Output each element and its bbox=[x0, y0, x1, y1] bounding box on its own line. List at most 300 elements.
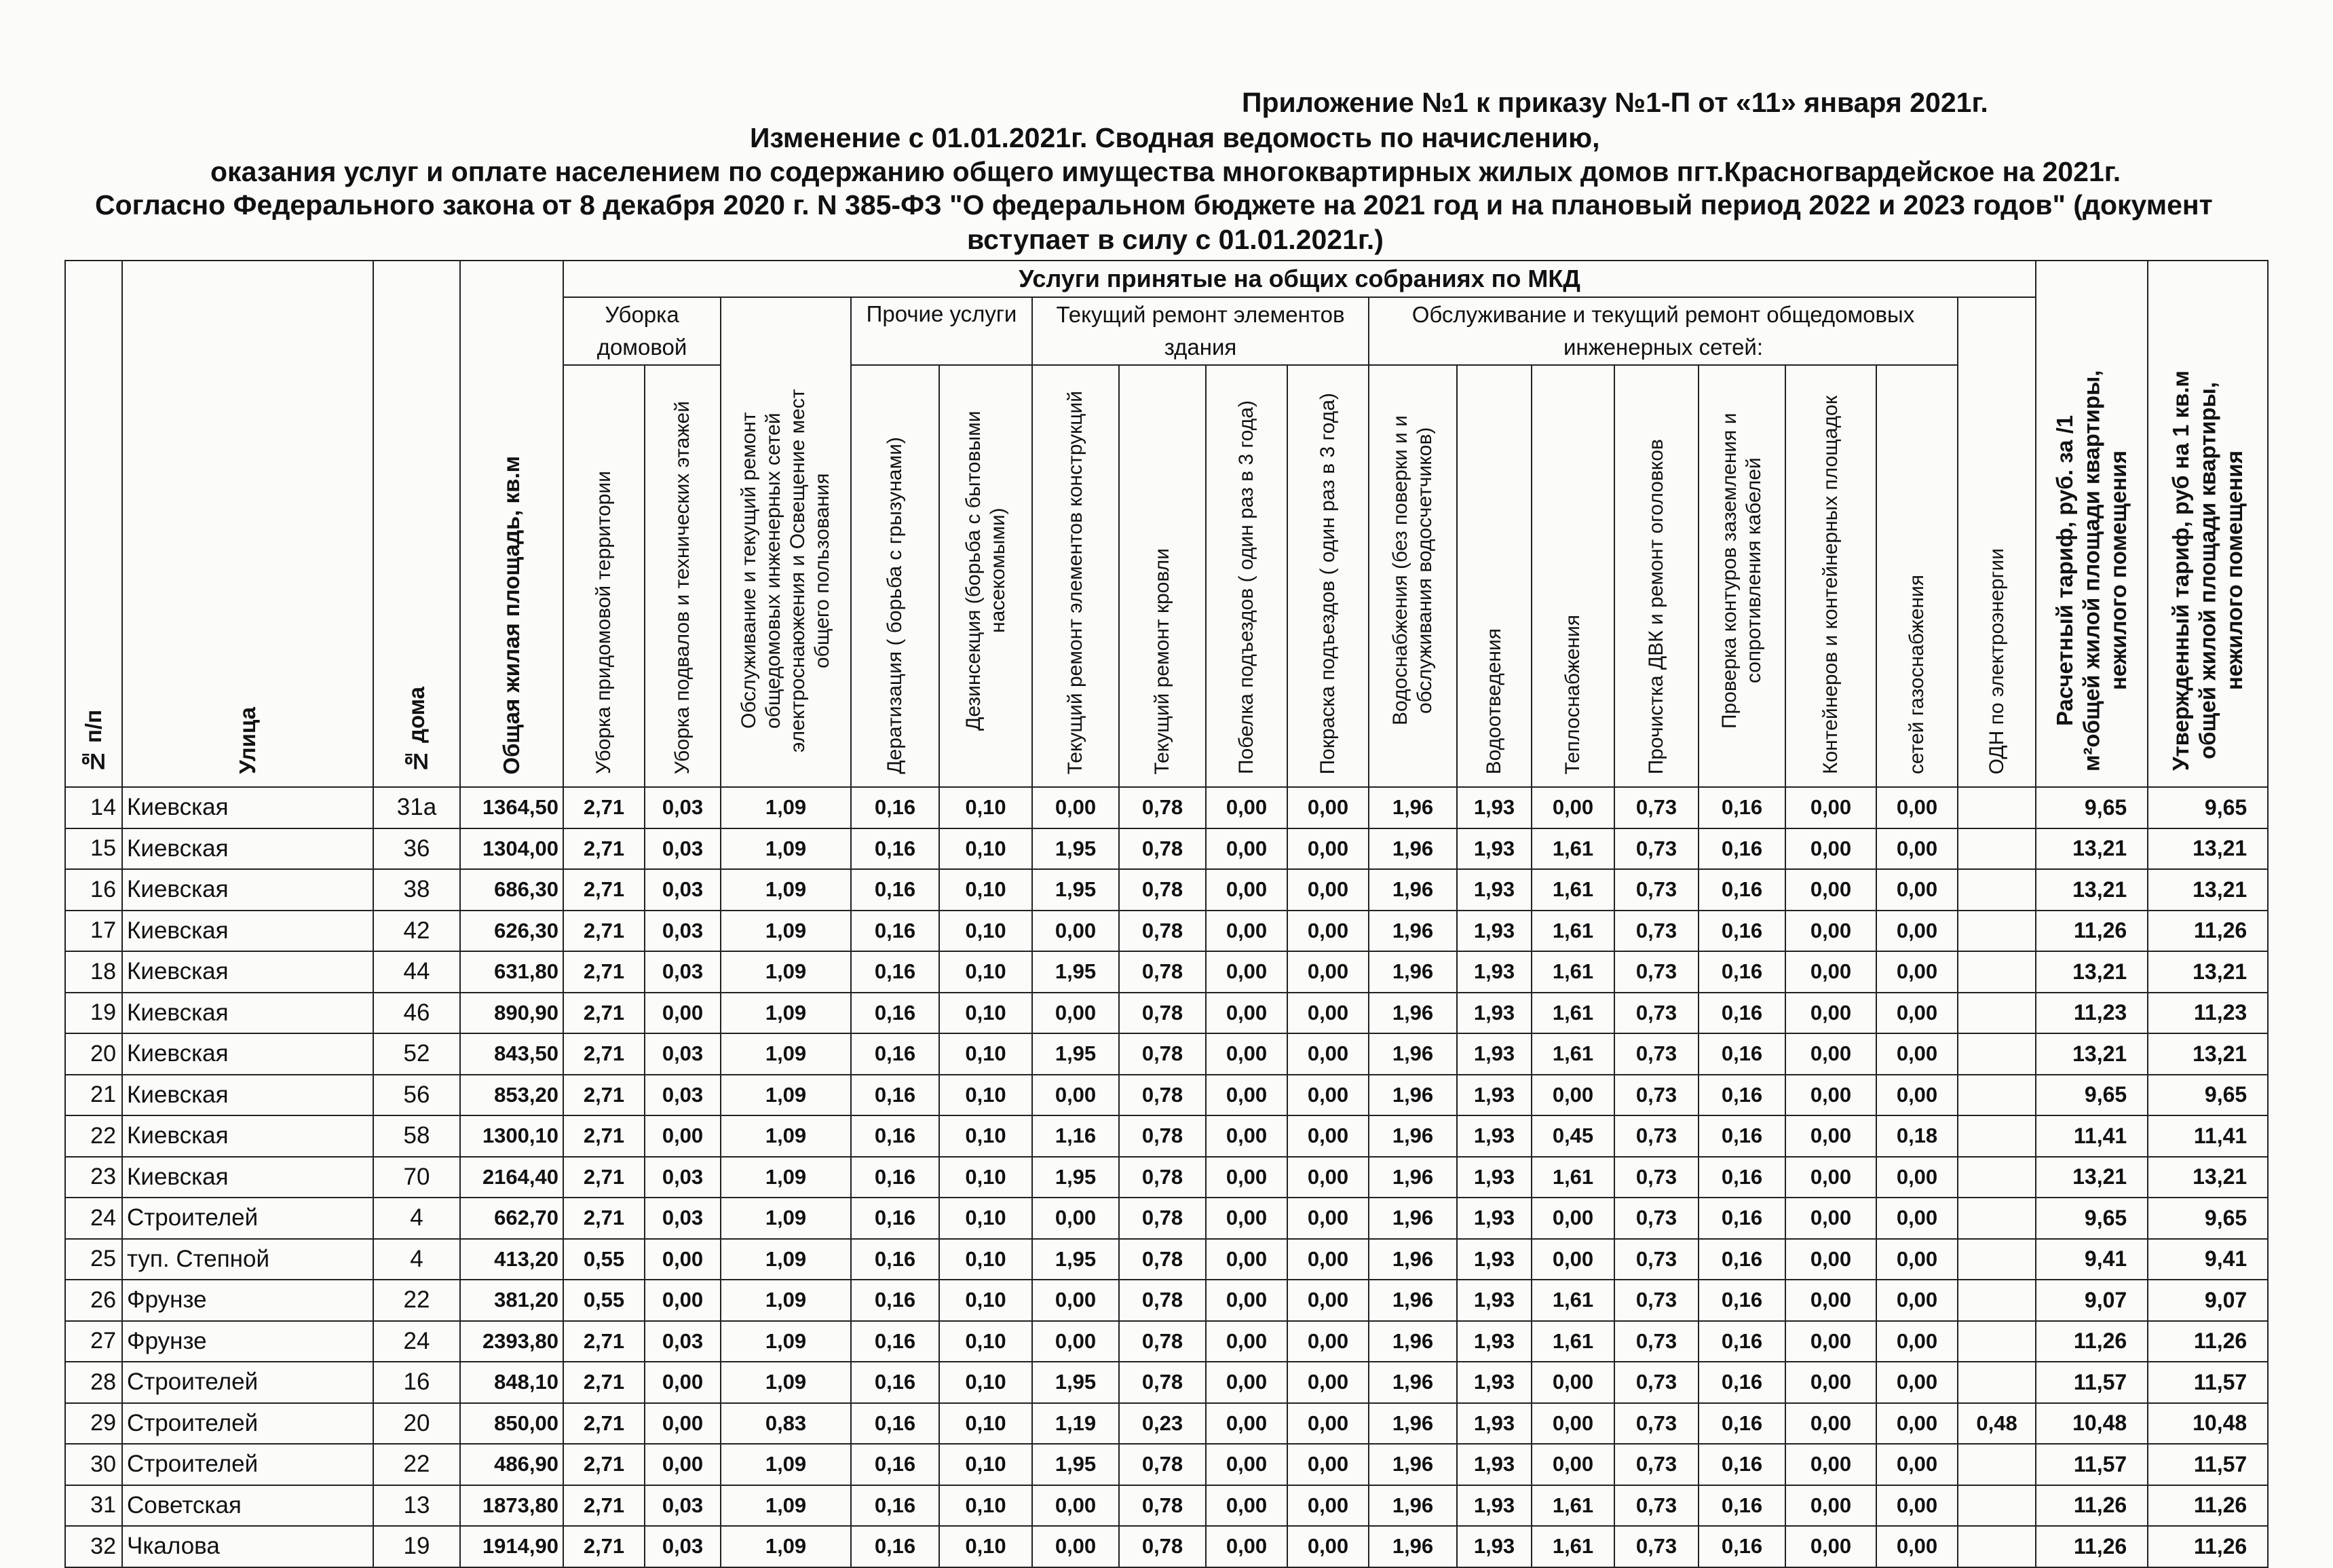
service-value-cell: 1,96 bbox=[1369, 1403, 1457, 1445]
service-value-cell: 0,10 bbox=[939, 1280, 1032, 1321]
law-reference: Согласно Федерального закона от 8 декабря 2020 г. N 385-ФЗ "О федеральном бюджете на 2021 год и на плановый период 2022 и 2023 годов" (документ bbox=[95, 189, 2213, 221]
service-value-cell: 0,00 bbox=[1287, 1239, 1369, 1280]
service-value-cell: 2,71 bbox=[563, 1157, 645, 1198]
service-value-cell: 0,00 bbox=[1287, 1321, 1369, 1362]
service-value-cell: 0,16 bbox=[851, 1485, 939, 1527]
service-value-cell bbox=[1958, 1075, 2036, 1116]
service-value-cell: 0,00 bbox=[1785, 1485, 1876, 1527]
service-value-cell: 0,10 bbox=[939, 1198, 1032, 1239]
row-number: 14 bbox=[65, 787, 122, 828]
table-row bbox=[65, 1403, 2268, 1445]
service-value-cell: 0,16 bbox=[1699, 1075, 1785, 1116]
service-value-cell: 0,78 bbox=[1119, 1075, 1206, 1116]
street-cell: Киевская bbox=[122, 1075, 373, 1116]
service-value-cell: 0,16 bbox=[851, 1033, 939, 1075]
service-value-cell: 0,00 bbox=[1206, 1198, 1287, 1239]
street-cell: Фрунзе bbox=[122, 1280, 373, 1321]
service-value-cell: 0,00 bbox=[1206, 1362, 1287, 1403]
tariff-cell: 9,65 bbox=[2148, 1198, 2268, 1239]
service-value-cell: 0,00 bbox=[645, 1239, 721, 1280]
service-value-cell: 0,16 bbox=[1699, 869, 1785, 911]
service-value-cell: 0,78 bbox=[1119, 1239, 1206, 1280]
service-value-cell: 0,16 bbox=[851, 951, 939, 993]
service-value-cell: 2,71 bbox=[563, 911, 645, 952]
service-value-cell: 0,00 bbox=[1876, 1526, 1958, 1567]
service-value-cell: 0,78 bbox=[1119, 1157, 1206, 1198]
service-value-cell: 0,00 bbox=[645, 1403, 721, 1445]
row-number: 22 bbox=[65, 1115, 122, 1157]
service-value-cell: 0,73 bbox=[1614, 993, 1699, 1034]
area-cell: 890,90 bbox=[460, 993, 563, 1034]
row-number: 18 bbox=[65, 951, 122, 993]
col-header-structure-repair: Текущий ремонт элементов конструкций bbox=[1032, 365, 1119, 787]
service-value-cell bbox=[1958, 1280, 2036, 1321]
service-value-cell: 1,93 bbox=[1457, 1157, 1532, 1198]
service-value-cell: 0,73 bbox=[1614, 1280, 1699, 1321]
row-number: 27 bbox=[65, 1321, 122, 1362]
service-value-cell: 0,73 bbox=[1614, 1321, 1699, 1362]
area-cell: 2164,40 bbox=[460, 1157, 563, 1198]
house-cell: 70 bbox=[373, 1157, 460, 1198]
service-value-cell: 0,00 bbox=[1206, 1239, 1287, 1280]
house-cell: 56 bbox=[373, 1075, 460, 1116]
service-value-cell: 0,00 bbox=[645, 1115, 721, 1157]
service-value-cell: 0,73 bbox=[1614, 1444, 1699, 1485]
service-value-cell: 0,03 bbox=[645, 1033, 721, 1075]
service-value-cell: 1,61 bbox=[1532, 1157, 1614, 1198]
tariff-cell: 9,65 bbox=[2148, 787, 2268, 828]
row-number: 31 bbox=[65, 1485, 122, 1527]
service-value-cell: 1,96 bbox=[1369, 1280, 1457, 1321]
service-value-cell: 0,00 bbox=[1206, 1526, 1287, 1567]
area-cell: 1304,00 bbox=[460, 828, 563, 870]
col-header-deratization: Дератизация ( борьба с грызунами) bbox=[851, 365, 939, 787]
service-value-cell bbox=[1958, 993, 2036, 1034]
col-header-street: Улица bbox=[122, 261, 373, 787]
service-value-cell: 2,71 bbox=[563, 828, 645, 870]
tariff-cell: 11,41 bbox=[2036, 1115, 2148, 1157]
service-value-cell: 0,73 bbox=[1614, 1362, 1699, 1403]
house-cell: 38 bbox=[373, 869, 460, 911]
service-value-cell: 0,00 bbox=[1785, 1157, 1876, 1198]
services-title: оказания услуг и оплате населением по содержанию общего имущества многоквартирных жилых домов пгт.Красногвардейское на 2021г. bbox=[210, 156, 2121, 187]
col-header-whitewash: Побелка подъездов ( один раз в 3 года) bbox=[1206, 365, 1287, 787]
group-header-engineering: Обслуживание и текущий ремонт общедомовых инженерных сетей: bbox=[1369, 297, 1958, 365]
service-value-cell: 0,00 bbox=[1032, 911, 1119, 952]
tariff-cell: 13,21 bbox=[2036, 951, 2148, 993]
service-value-cell: 0,00 bbox=[1785, 1526, 1876, 1567]
service-value-cell: 1,96 bbox=[1369, 1239, 1457, 1280]
group-header-cleaning: Уборка домовой bbox=[563, 297, 721, 365]
area-cell: 1364,50 bbox=[460, 787, 563, 828]
tariff-cell: 9,65 bbox=[2148, 1075, 2268, 1116]
service-value-cell: 2,71 bbox=[563, 1115, 645, 1157]
service-value-cell: 1,09 bbox=[721, 1485, 851, 1527]
service-value-cell: 0,78 bbox=[1119, 1033, 1206, 1075]
service-value-cell: 0,78 bbox=[1119, 951, 1206, 993]
service-value-cell: 2,71 bbox=[563, 1362, 645, 1403]
service-value-cell: 1,93 bbox=[1457, 787, 1532, 828]
service-value-cell: 0,00 bbox=[1287, 787, 1369, 828]
service-value-cell: 2,71 bbox=[563, 1485, 645, 1527]
service-value-cell: 0,00 bbox=[1206, 787, 1287, 828]
tariff-cell: 11,26 bbox=[2036, 1321, 2148, 1362]
service-value-cell: 0,03 bbox=[645, 1157, 721, 1198]
service-value-cell: 0,78 bbox=[1119, 787, 1206, 828]
service-value-cell: 1,09 bbox=[721, 911, 851, 952]
service-value-cell: 1,96 bbox=[1369, 951, 1457, 993]
service-value-cell: 0,00 bbox=[1785, 911, 1876, 952]
tariff-cell: 11,26 bbox=[2036, 1526, 2148, 1567]
service-value-cell: 0,00 bbox=[1206, 828, 1287, 870]
service-value-cell: 0,16 bbox=[1699, 993, 1785, 1034]
group-header-other: Прочие услуги bbox=[851, 297, 1032, 365]
service-value-cell: 0,16 bbox=[1699, 1485, 1785, 1527]
service-value-cell: 0,45 bbox=[1532, 1115, 1614, 1157]
house-cell: 52 bbox=[373, 1033, 460, 1075]
tariff-cell: 11,26 bbox=[2148, 1321, 2268, 1362]
street-cell: Киевская bbox=[122, 993, 373, 1034]
col-header-house: № дома bbox=[373, 261, 460, 787]
service-value-cell: 1,93 bbox=[1457, 1403, 1532, 1445]
area-cell: 486,90 bbox=[460, 1444, 563, 1485]
service-value-cell bbox=[1958, 1485, 2036, 1527]
service-value-cell: 0,73 bbox=[1614, 911, 1699, 952]
street-cell: Строителей bbox=[122, 1362, 373, 1403]
col-header-calc-tariff: Расчетный тариф, руб. за /1 м²общей жилой площади квартиры, нежилого помещения bbox=[2036, 261, 2148, 787]
service-value-cell: 0,00 bbox=[1785, 951, 1876, 993]
law-reference-cont: вступает в силу с 01.01.2021г.) bbox=[967, 224, 1384, 255]
street-cell: Киевская bbox=[122, 951, 373, 993]
row-number: 29 bbox=[65, 1403, 122, 1445]
service-value-cell: 1,61 bbox=[1532, 1280, 1614, 1321]
tariff-cell: 9,41 bbox=[2036, 1239, 2148, 1280]
service-value-cell: 1,93 bbox=[1457, 828, 1532, 870]
service-value-cell bbox=[1958, 1239, 2036, 1280]
service-value-cell: 1,96 bbox=[1369, 1321, 1457, 1362]
service-value-cell: 2,71 bbox=[563, 787, 645, 828]
service-value-cell: 0,00 bbox=[1287, 951, 1369, 993]
service-value-cell: 1,96 bbox=[1369, 1362, 1457, 1403]
row-number: 19 bbox=[65, 993, 122, 1034]
service-value-cell: 0,00 bbox=[1785, 1198, 1876, 1239]
service-value-cell: 1,09 bbox=[721, 1115, 851, 1157]
service-value-cell: 0,10 bbox=[939, 951, 1032, 993]
table-row bbox=[65, 869, 2268, 911]
service-value-cell: 0,00 bbox=[1785, 787, 1876, 828]
tariff-table bbox=[64, 260, 2269, 1568]
street-cell: Советская bbox=[122, 1485, 373, 1527]
service-value-cell: 1,96 bbox=[1369, 869, 1457, 911]
service-value-cell: 0,16 bbox=[851, 1362, 939, 1403]
area-cell: 686,30 bbox=[460, 869, 563, 911]
service-value-cell: 0,03 bbox=[645, 1526, 721, 1567]
service-value-cell: 0,48 bbox=[1958, 1403, 2036, 1445]
row-number: 16 bbox=[65, 869, 122, 911]
service-value-cell: 0,00 bbox=[1876, 1362, 1958, 1403]
service-value-cell: 0,00 bbox=[645, 1280, 721, 1321]
service-value-cell: 1,09 bbox=[721, 1362, 851, 1403]
service-value-cell: 1,61 bbox=[1532, 1321, 1614, 1362]
service-value-cell: 0,00 bbox=[1876, 993, 1958, 1034]
service-value-cell: 0,00 bbox=[1785, 1075, 1876, 1116]
service-value-cell: 2,71 bbox=[563, 951, 645, 993]
area-cell: 850,00 bbox=[460, 1403, 563, 1445]
col-header-roof-repair: Текущий ремонт кровли bbox=[1119, 365, 1206, 787]
tariff-cell: 10,48 bbox=[2148, 1403, 2268, 1445]
service-value-cell: 0,00 bbox=[1032, 1075, 1119, 1116]
house-cell: 42 bbox=[373, 911, 460, 952]
service-value-cell bbox=[1958, 1321, 2036, 1362]
service-value-cell: 1,09 bbox=[721, 951, 851, 993]
service-value-cell: 0,10 bbox=[939, 828, 1032, 870]
service-value-cell: 0,00 bbox=[1876, 1075, 1958, 1116]
service-value-cell: 0,00 bbox=[1785, 1321, 1876, 1362]
service-value-cell: 0,00 bbox=[1785, 1280, 1876, 1321]
service-value-cell: 1,09 bbox=[721, 1526, 851, 1567]
tariff-cell: 13,21 bbox=[2036, 828, 2148, 870]
service-value-cell: 1,93 bbox=[1457, 1444, 1532, 1485]
service-value-cell: 0,03 bbox=[645, 869, 721, 911]
service-value-cell: 0,00 bbox=[1876, 1444, 1958, 1485]
service-value-cell: 1,95 bbox=[1032, 869, 1119, 911]
service-value-cell: 0,10 bbox=[939, 911, 1032, 952]
service-value-cell: 1,96 bbox=[1369, 1198, 1457, 1239]
house-cell: 44 bbox=[373, 951, 460, 993]
service-value-cell: 0,00 bbox=[1287, 1362, 1369, 1403]
service-value-cell: 0,00 bbox=[1532, 1362, 1614, 1403]
service-value-cell: 0,00 bbox=[1287, 911, 1369, 952]
table-row bbox=[65, 1115, 2268, 1157]
service-value-cell: 1,96 bbox=[1369, 1115, 1457, 1157]
table-row bbox=[65, 951, 2268, 993]
house-cell: 13 bbox=[373, 1485, 460, 1527]
tariff-cell: 13,21 bbox=[2148, 951, 2268, 993]
service-value-cell: 0,00 bbox=[1785, 1033, 1876, 1075]
service-value-cell: 0,00 bbox=[1032, 1321, 1119, 1362]
service-value-cell: 0,16 bbox=[1699, 1321, 1785, 1362]
service-value-cell: 1,96 bbox=[1369, 1075, 1457, 1116]
service-value-cell: 0,00 bbox=[1785, 1115, 1876, 1157]
service-value-cell bbox=[1958, 1115, 2036, 1157]
service-value-cell: 0,00 bbox=[1287, 1198, 1369, 1239]
service-value-cell bbox=[1958, 787, 2036, 828]
service-value-cell: 1,95 bbox=[1032, 1362, 1119, 1403]
service-value-cell: 0,03 bbox=[645, 828, 721, 870]
service-value-cell: 1,09 bbox=[721, 1321, 851, 1362]
service-value-cell: 0,78 bbox=[1119, 869, 1206, 911]
service-value-cell: 0,03 bbox=[645, 951, 721, 993]
service-value-cell: 0,16 bbox=[851, 993, 939, 1034]
service-value-cell: 0,78 bbox=[1119, 828, 1206, 870]
service-value-cell: 0,00 bbox=[645, 993, 721, 1034]
service-value-cell: 2,71 bbox=[563, 1033, 645, 1075]
service-value-cell: 0,00 bbox=[1532, 787, 1614, 828]
service-value-cell: 0,78 bbox=[1119, 993, 1206, 1034]
house-cell: 46 bbox=[373, 993, 460, 1034]
service-value-cell: 1,96 bbox=[1369, 911, 1457, 952]
service-value-cell: 0,00 bbox=[1287, 1444, 1369, 1485]
col-header-painting: Покраска подъездов ( один раз в 3 года) bbox=[1287, 365, 1369, 787]
service-value-cell: 0,10 bbox=[939, 1157, 1032, 1198]
service-value-cell: 1,61 bbox=[1532, 1485, 1614, 1527]
row-number: 26 bbox=[65, 1280, 122, 1321]
service-value-cell: 0,78 bbox=[1119, 1198, 1206, 1239]
service-value-cell: 0,00 bbox=[1032, 993, 1119, 1034]
service-value-cell: 1,93 bbox=[1457, 1362, 1532, 1403]
service-value-cell: 0,73 bbox=[1614, 1526, 1699, 1567]
service-value-cell: 0,03 bbox=[645, 911, 721, 952]
table-row bbox=[65, 1485, 2268, 1527]
house-cell: 4 bbox=[373, 1198, 460, 1239]
service-value-cell: 0,00 bbox=[1287, 1280, 1369, 1321]
tariff-cell: 11,26 bbox=[2036, 911, 2148, 952]
col-header-drainage: Водоотведения bbox=[1457, 365, 1532, 787]
service-value-cell: 0,00 bbox=[1287, 1403, 1369, 1445]
col-header-basement-cleaning: Уборка подвалов и технических этажей bbox=[645, 365, 721, 787]
service-value-cell: 0,00 bbox=[1206, 1321, 1287, 1362]
service-value-cell: 0,16 bbox=[1699, 1157, 1785, 1198]
service-value-cell: 0,73 bbox=[1614, 1485, 1699, 1527]
tariff-cell: 11,57 bbox=[2148, 1362, 2268, 1403]
col-header-odn: ОДН по электроэнергии bbox=[1958, 297, 2036, 787]
service-value-cell: 0,03 bbox=[645, 1485, 721, 1527]
service-value-cell: 0,78 bbox=[1119, 1444, 1206, 1485]
service-value-cell: 0,00 bbox=[1532, 1075, 1614, 1116]
tariff-cell: 11,23 bbox=[2036, 993, 2148, 1034]
service-value-cell: 0,10 bbox=[939, 1526, 1032, 1567]
service-value-cell: 2,71 bbox=[563, 1526, 645, 1567]
area-cell: 848,10 bbox=[460, 1362, 563, 1403]
table-row bbox=[65, 1444, 2268, 1485]
service-value-cell: 2,71 bbox=[563, 1321, 645, 1362]
tariff-cell: 13,21 bbox=[2148, 1033, 2268, 1075]
col-header-chimney: Прочистка ДВК и ремонт оголовков bbox=[1614, 365, 1699, 787]
table-body bbox=[65, 787, 2268, 1567]
service-value-cell: 1,16 bbox=[1032, 1115, 1119, 1157]
tariff-cell: 13,21 bbox=[2036, 869, 2148, 911]
service-value-cell: 1,61 bbox=[1532, 911, 1614, 952]
tariff-cell: 13,21 bbox=[2148, 869, 2268, 911]
service-value-cell: 0,16 bbox=[1699, 787, 1785, 828]
group-header-services: Услуги принятые на общих собраниях по МКД bbox=[563, 261, 2036, 297]
service-value-cell: 0,16 bbox=[1699, 828, 1785, 870]
area-cell: 626,30 bbox=[460, 911, 563, 952]
service-value-cell: 0,00 bbox=[1206, 869, 1287, 911]
service-value-cell: 0,73 bbox=[1614, 1115, 1699, 1157]
service-value-cell: 0,00 bbox=[1032, 1485, 1119, 1527]
service-value-cell: 0,10 bbox=[939, 1485, 1032, 1527]
service-value-cell: 0,78 bbox=[1119, 1362, 1206, 1403]
service-value-cell bbox=[1958, 1198, 2036, 1239]
house-cell: 22 bbox=[373, 1444, 460, 1485]
service-value-cell: 1,61 bbox=[1532, 1526, 1614, 1567]
service-value-cell: 0,00 bbox=[1876, 951, 1958, 993]
service-value-cell: 1,93 bbox=[1457, 1321, 1532, 1362]
service-value-cell: 0,16 bbox=[1699, 1526, 1785, 1567]
service-value-cell: 0,00 bbox=[1206, 1444, 1287, 1485]
service-value-cell: 0,10 bbox=[939, 1239, 1032, 1280]
service-value-cell: 0,73 bbox=[1614, 787, 1699, 828]
service-value-cell: 0,78 bbox=[1119, 911, 1206, 952]
row-number: 21 bbox=[65, 1075, 122, 1116]
area-cell: 1914,90 bbox=[460, 1526, 563, 1567]
street-cell: Киевская bbox=[122, 787, 373, 828]
service-value-cell: 1,93 bbox=[1457, 1198, 1532, 1239]
service-value-cell: 1,93 bbox=[1457, 911, 1532, 952]
service-value-cell: 1,09 bbox=[721, 993, 851, 1034]
service-value-cell: 0,00 bbox=[1287, 828, 1369, 870]
service-value-cell: 0,73 bbox=[1614, 1198, 1699, 1239]
tariff-cell: 11,26 bbox=[2148, 1526, 2268, 1567]
service-value-cell: 0,78 bbox=[1119, 1321, 1206, 1362]
row-number: 28 bbox=[65, 1362, 122, 1403]
service-value-cell: 0,10 bbox=[939, 1075, 1032, 1116]
service-value-cell: 0,00 bbox=[1876, 1280, 1958, 1321]
service-value-cell: 0,00 bbox=[1287, 1157, 1369, 1198]
service-value-cell: 0,10 bbox=[939, 869, 1032, 911]
service-value-cell: 1,61 bbox=[1532, 869, 1614, 911]
service-value-cell: 1,19 bbox=[1032, 1403, 1119, 1445]
service-value-cell: 0,00 bbox=[645, 1362, 721, 1403]
service-value-cell: 0,73 bbox=[1614, 1033, 1699, 1075]
tariff-cell: 9,65 bbox=[2036, 787, 2148, 828]
service-value-cell: 1,93 bbox=[1457, 1239, 1532, 1280]
service-value-cell: 1,09 bbox=[721, 869, 851, 911]
service-value-cell: 2,71 bbox=[563, 1403, 645, 1445]
service-value-cell: 0,00 bbox=[1876, 1321, 1958, 1362]
street-cell: Киевская bbox=[122, 828, 373, 870]
house-cell: 31а bbox=[373, 787, 460, 828]
table-row bbox=[65, 1239, 2268, 1280]
col-header-water-supply: Водоснабжения (без поверки и и обслуживания водосчетчиков) bbox=[1369, 365, 1457, 787]
table-row bbox=[65, 1362, 2268, 1403]
service-value-cell: 0,00 bbox=[1876, 1198, 1958, 1239]
service-value-cell: 0,00 bbox=[1876, 1403, 1958, 1445]
service-value-cell: 0,00 bbox=[1032, 1526, 1119, 1567]
row-number: 32 bbox=[65, 1526, 122, 1567]
row-number: 30 bbox=[65, 1444, 122, 1485]
service-value-cell: 0,00 bbox=[645, 1444, 721, 1485]
service-value-cell: 0,16 bbox=[1699, 1362, 1785, 1403]
service-value-cell bbox=[1958, 869, 2036, 911]
service-value-cell: 0,00 bbox=[1785, 1362, 1876, 1403]
tariff-cell: 11,26 bbox=[2148, 911, 2268, 952]
area-cell: 631,80 bbox=[460, 951, 563, 993]
table-row bbox=[65, 1280, 2268, 1321]
service-value-cell: 0,00 bbox=[1206, 951, 1287, 993]
street-cell: туп. Степной bbox=[122, 1239, 373, 1280]
service-value-cell: 0,00 bbox=[1532, 1444, 1614, 1485]
service-value-cell: 1,93 bbox=[1457, 1115, 1532, 1157]
service-value-cell: 1,09 bbox=[721, 1157, 851, 1198]
tariff-cell: 13,21 bbox=[2036, 1157, 2148, 1198]
service-value-cell: 0,00 bbox=[1032, 1280, 1119, 1321]
service-value-cell: 1,09 bbox=[721, 1239, 851, 1280]
street-cell: Киевская bbox=[122, 1033, 373, 1075]
tariff-cell: 13,21 bbox=[2148, 1157, 2268, 1198]
service-value-cell: 0,03 bbox=[645, 1075, 721, 1116]
street-cell: Киевская bbox=[122, 1157, 373, 1198]
service-value-cell: 0,78 bbox=[1119, 1280, 1206, 1321]
service-value-cell bbox=[1958, 1362, 2036, 1403]
service-value-cell: 2,71 bbox=[563, 993, 645, 1034]
street-cell: Киевская bbox=[122, 869, 373, 911]
tariff-cell: 9,07 bbox=[2148, 1280, 2268, 1321]
service-value-cell: 0,00 bbox=[1206, 1157, 1287, 1198]
house-cell: 20 bbox=[373, 1403, 460, 1445]
service-value-cell: 0,00 bbox=[1287, 1075, 1369, 1116]
